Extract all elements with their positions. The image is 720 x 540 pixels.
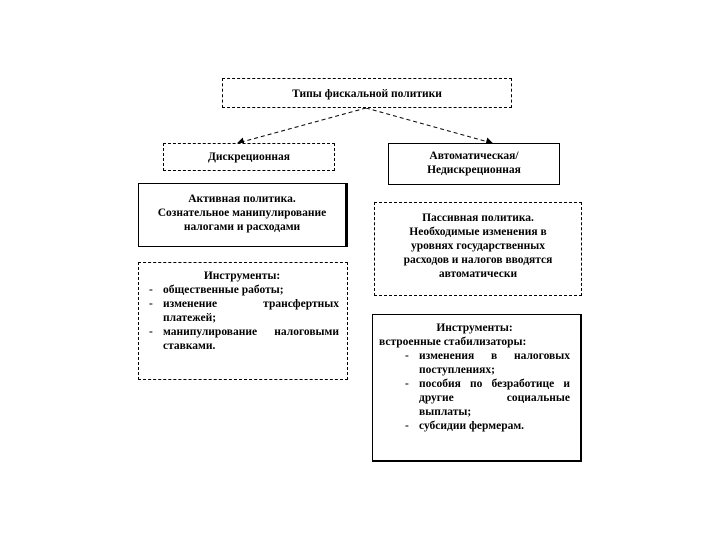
automatic-label-line-2: Недискреционная [427, 164, 521, 176]
discretionary-tool-item: - общественные работы; [145, 283, 339, 297]
title-text: Типы фискальной политики [292, 88, 442, 100]
arrow-to-automatic [366, 108, 492, 143]
discretionary-tool-item: - изменение трансфертных платежей; [145, 297, 339, 325]
title-box [222, 78, 512, 108]
automatic-description-line-4: расходов и налогов вводятся [403, 254, 553, 266]
automatic-box [388, 143, 560, 185]
automatic-tools-box [372, 314, 582, 462]
discretionary-tools-list [145, 283, 339, 353]
discretionary-tools-title: Инструменты: [203, 270, 281, 282]
arrow-to-discretionary [238, 108, 366, 143]
discretionary-label: Дискреционная [208, 151, 290, 163]
automatic-tool-item: - изменения в налоговых поступлениях; [401, 349, 570, 377]
automatic-label-line-1: Автоматическая/ [429, 150, 519, 162]
automatic-tools-title: Инструменты: [436, 322, 513, 334]
automatic-description-box [374, 202, 582, 296]
discretionary-description-box [138, 183, 348, 247]
automatic-description-line-3: уровнях государственных [411, 240, 545, 252]
automatic-tool-item: - субсидии фермерам. [401, 419, 570, 433]
discretionary-description-line-1: Активная политика. [188, 193, 296, 205]
discretionary-tool-item: - манипулирование налоговыми ставками. [145, 325, 339, 353]
automatic-description-line-2: Необходимые изменения в [409, 226, 547, 238]
discretionary-description-line-2: Сознательное манипулирование [157, 207, 327, 219]
automatic-description-line-5: автоматически [438, 268, 518, 280]
automatic-tools-list [379, 349, 570, 433]
discretionary-box [163, 143, 335, 171]
automatic-tool-item: - пособия по безработице и другие социальные выплаты; [401, 377, 570, 419]
discretionary-description-line-3: налогами и расходами [183, 221, 301, 233]
automatic-description-line-1: Пассивная политика. [422, 212, 534, 224]
discretionary-tools-box [138, 262, 348, 380]
automatic-tools-subtitle: встроенные стабилизаторы: [379, 336, 527, 348]
